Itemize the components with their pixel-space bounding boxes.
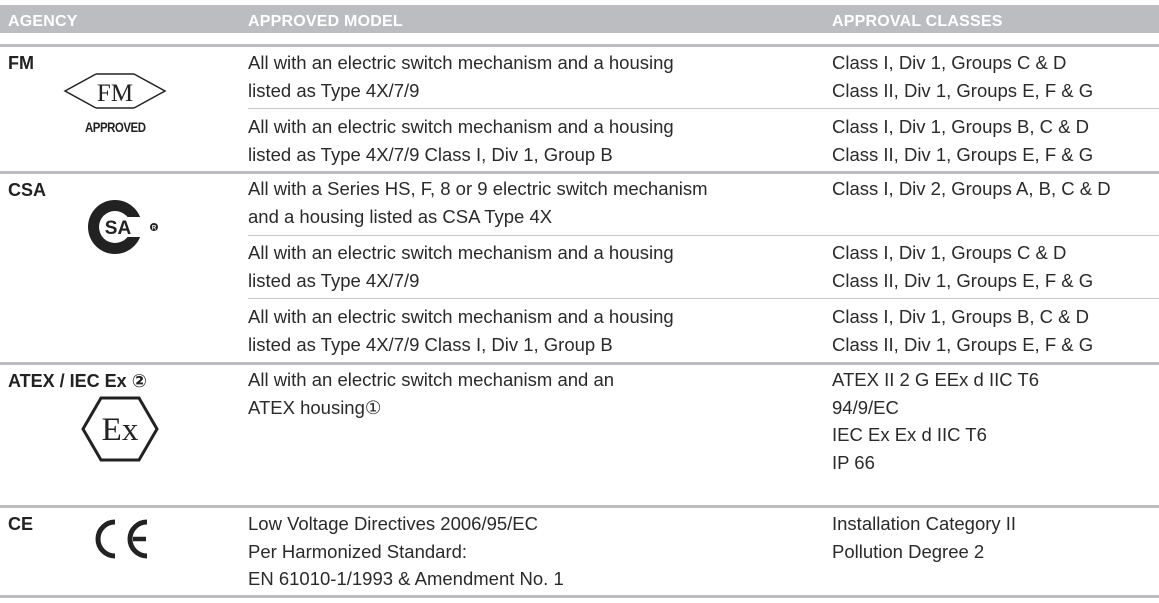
fm-classes-1 [832,49,1093,104]
csa-model-2 [248,239,674,294]
text-line: and a housing listed as CSA Type 4X [248,205,553,227]
agency-ce: CE [8,514,34,534]
text-line: listed as Type 4X/7/9 [248,79,420,101]
text-line: Class II, Div 1, Groups E, F & G [832,269,1094,291]
csa-logo [88,196,160,263]
text-line: Class I, Div 1, Groups C & D [832,52,1067,73]
text-line: All with an electric switch mechanism and an [248,369,615,390]
text-line: All with an electric switch mechanism and a housing [248,306,674,327]
table-header [0,5,1159,33]
fm-model-1 [248,49,674,104]
text-line: Class I, Div 1, Groups C & D [832,242,1067,263]
csa-model-1 [248,175,708,230]
ex-hexagon-logo [81,395,159,468]
row-divider [248,108,1159,109]
fm-classes-2 [832,113,1093,168]
svg-text:SA: SA [104,218,132,239]
fm-model-2 [248,113,674,168]
section-divider [0,44,1159,47]
section-divider [0,171,1159,174]
csa-classes-2 [832,239,1093,294]
text-line: All with an electric switch mechanism and a housing [248,242,674,263]
text-line: Low Voltage Directives 2006/95/EC [248,513,539,534]
text-line: All with a Series HS, F, 8 or 9 electric switch mechanism [248,178,708,199]
fm-approved-logo [63,66,167,123]
csa-classes-3 [832,303,1093,358]
text-line: ATEX housing① [248,396,382,418]
text-line: Installation Category II [832,513,1017,534]
text-line: ATEX II 2 G EEx d IIC T6 [832,369,1039,390]
table-bottom-rule [0,595,1159,598]
fm-logo-subtext: APPROVED [85,119,146,135]
agency-atex-iec: ATEX / IEC Ex ② [8,371,147,391]
text-line: listed as Type 4X/7/9 [248,269,420,291]
section-divider [0,362,1159,365]
row-divider [248,235,1159,236]
text-line: Class I, Div 1, Groups B, C & D [832,116,1090,137]
ce-model [248,510,564,593]
text-line: listed as Type 4X/7/9 Class I, Div 1, Group B [248,333,613,355]
agency-fm: FM [8,53,34,73]
section-divider [0,505,1159,508]
text-line: IEC Ex Ex d IIC T6 [832,424,987,445]
ce-classes [832,510,1016,565]
text-line: 94/9/EC [832,396,899,418]
text-line: EN 61010-1/1993 & Amendment No. 1 [248,568,564,589]
text-line: All with an electric switch mechanism and a housing [248,116,674,137]
ce-mark-logo [91,518,155,565]
csa-classes-1 [832,175,1111,203]
text-line: listed as Type 4X/7/9 Class I, Div 1, Group B [248,143,613,165]
svg-text:R: R [151,225,157,232]
row-divider [248,298,1159,299]
text-line: Pollution Degree 2 [832,540,985,562]
text-line: Class I, Div 1, Groups B, C & D [832,306,1090,327]
fm-logo-text: FM [96,80,134,107]
header-approval-classes: APPROVAL CLASSES [832,13,1003,30]
atex-model [248,366,614,421]
text-line: IP 66 [832,451,875,473]
ex-logo-text: Ex [101,412,139,448]
csa-model-3 [248,303,674,358]
text-line: Class I, Div 2, Groups A, B, C & D [832,178,1111,199]
atex-classes [832,366,1039,476]
agency-csa: CSA [8,180,47,200]
text-line: Class II, Div 1, Groups E, F & G [832,79,1094,101]
header-approved-model: APPROVED MODEL [248,13,403,30]
text-line: Per Harmonized Standard: [248,540,468,562]
text-line: Class II, Div 1, Groups E, F & G [832,143,1094,165]
header-agency: AGENCY [8,13,78,30]
text-line: Class II, Div 1, Groups E, F & G [832,333,1094,355]
text-line: All with an electric switch mechanism and a housing [248,52,674,73]
